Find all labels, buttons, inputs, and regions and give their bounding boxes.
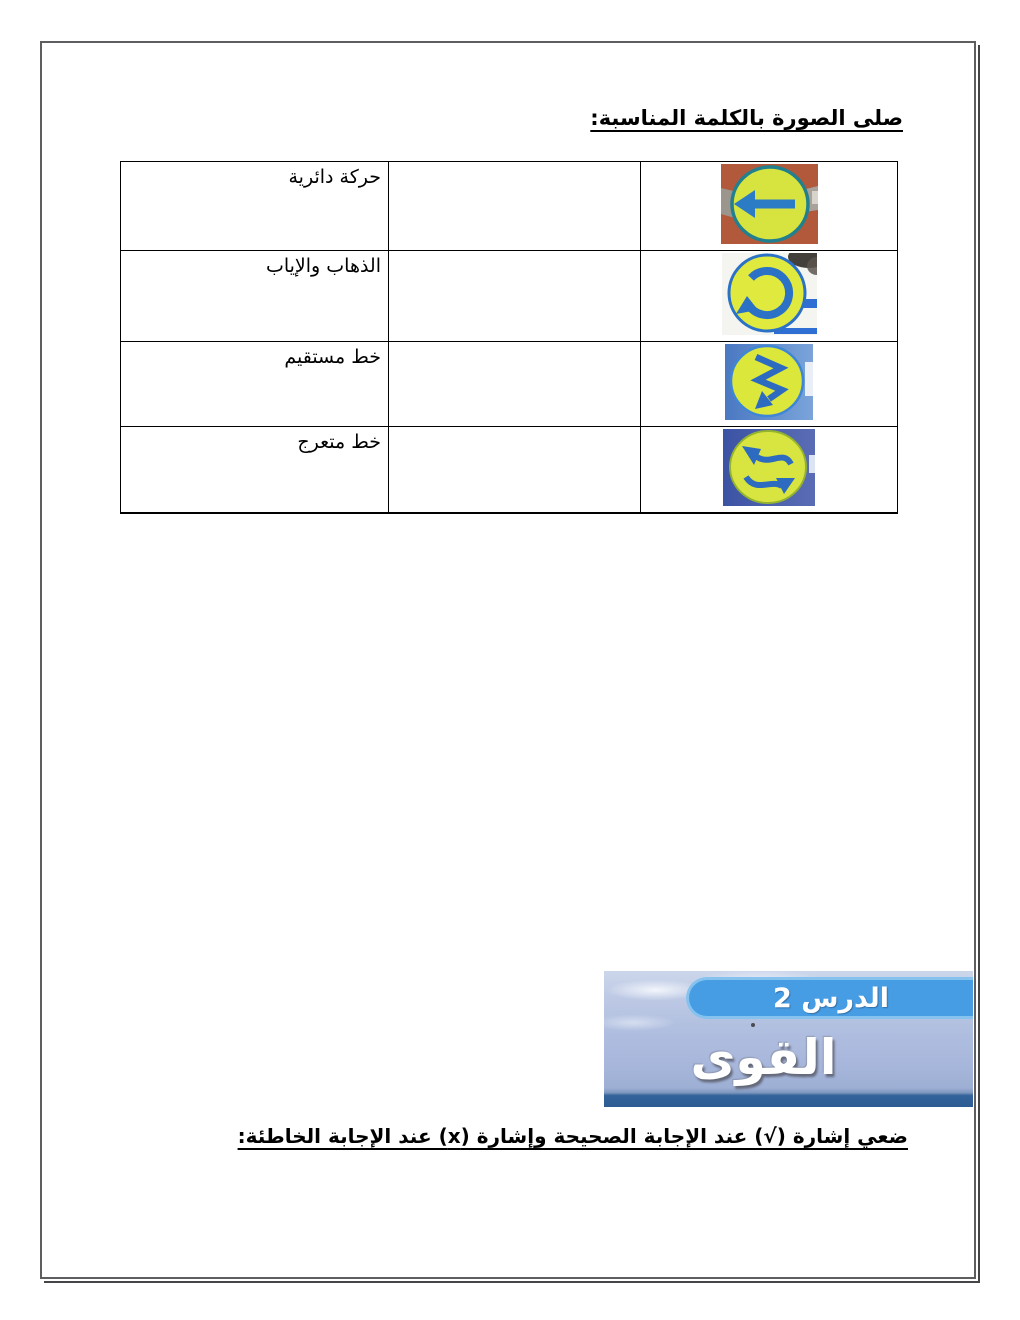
- sign-image-cell: [641, 342, 898, 427]
- answer-cell: [389, 342, 641, 427]
- label-cell: [121, 251, 389, 342]
- row-label: الذهاب والإياب: [265, 255, 381, 277]
- sign-image-cell: [641, 162, 898, 251]
- answer-cell: [389, 162, 641, 251]
- row-label: خط متعرج: [297, 431, 381, 453]
- rotate-arrow-sign-icon: [722, 253, 817, 335]
- table-row: [121, 342, 898, 427]
- match-table: [120, 161, 898, 514]
- lesson-banner-image: [604, 971, 973, 1107]
- lesson-number-pill: [686, 977, 973, 1019]
- bird-speck: [751, 1023, 755, 1027]
- table-row: [121, 427, 898, 514]
- label-cell: [121, 162, 389, 251]
- label-cell: [121, 427, 389, 514]
- back-and-forth-arrows-sign-icon: [723, 429, 815, 506]
- lesson-number-label: الدرس 2: [773, 982, 889, 1014]
- row-label: خط مستقيم: [284, 346, 381, 368]
- table-row: [121, 251, 898, 342]
- row-label: حركة دائرية: [288, 166, 381, 188]
- zigzag-arrow-sign-icon: [725, 344, 813, 420]
- table-row: [121, 162, 898, 251]
- answer-cell: [389, 427, 641, 514]
- sign-image-cell: [641, 427, 898, 514]
- lesson-title: القوى: [690, 1029, 837, 1086]
- sign-image-cell: [641, 251, 898, 342]
- answer-cell: [389, 251, 641, 342]
- label-cell: [121, 342, 389, 427]
- match-section-heading: صلى الصورة بالكلمة المناسبة:: [590, 106, 903, 130]
- left-arrow-sign-icon: [721, 164, 818, 244]
- truefalse-section-heading: ضعي إشارة (√) عند الإجابة الصحيحة وإشارة (x) عند الإجابة الخاطئة:: [237, 1124, 908, 1148]
